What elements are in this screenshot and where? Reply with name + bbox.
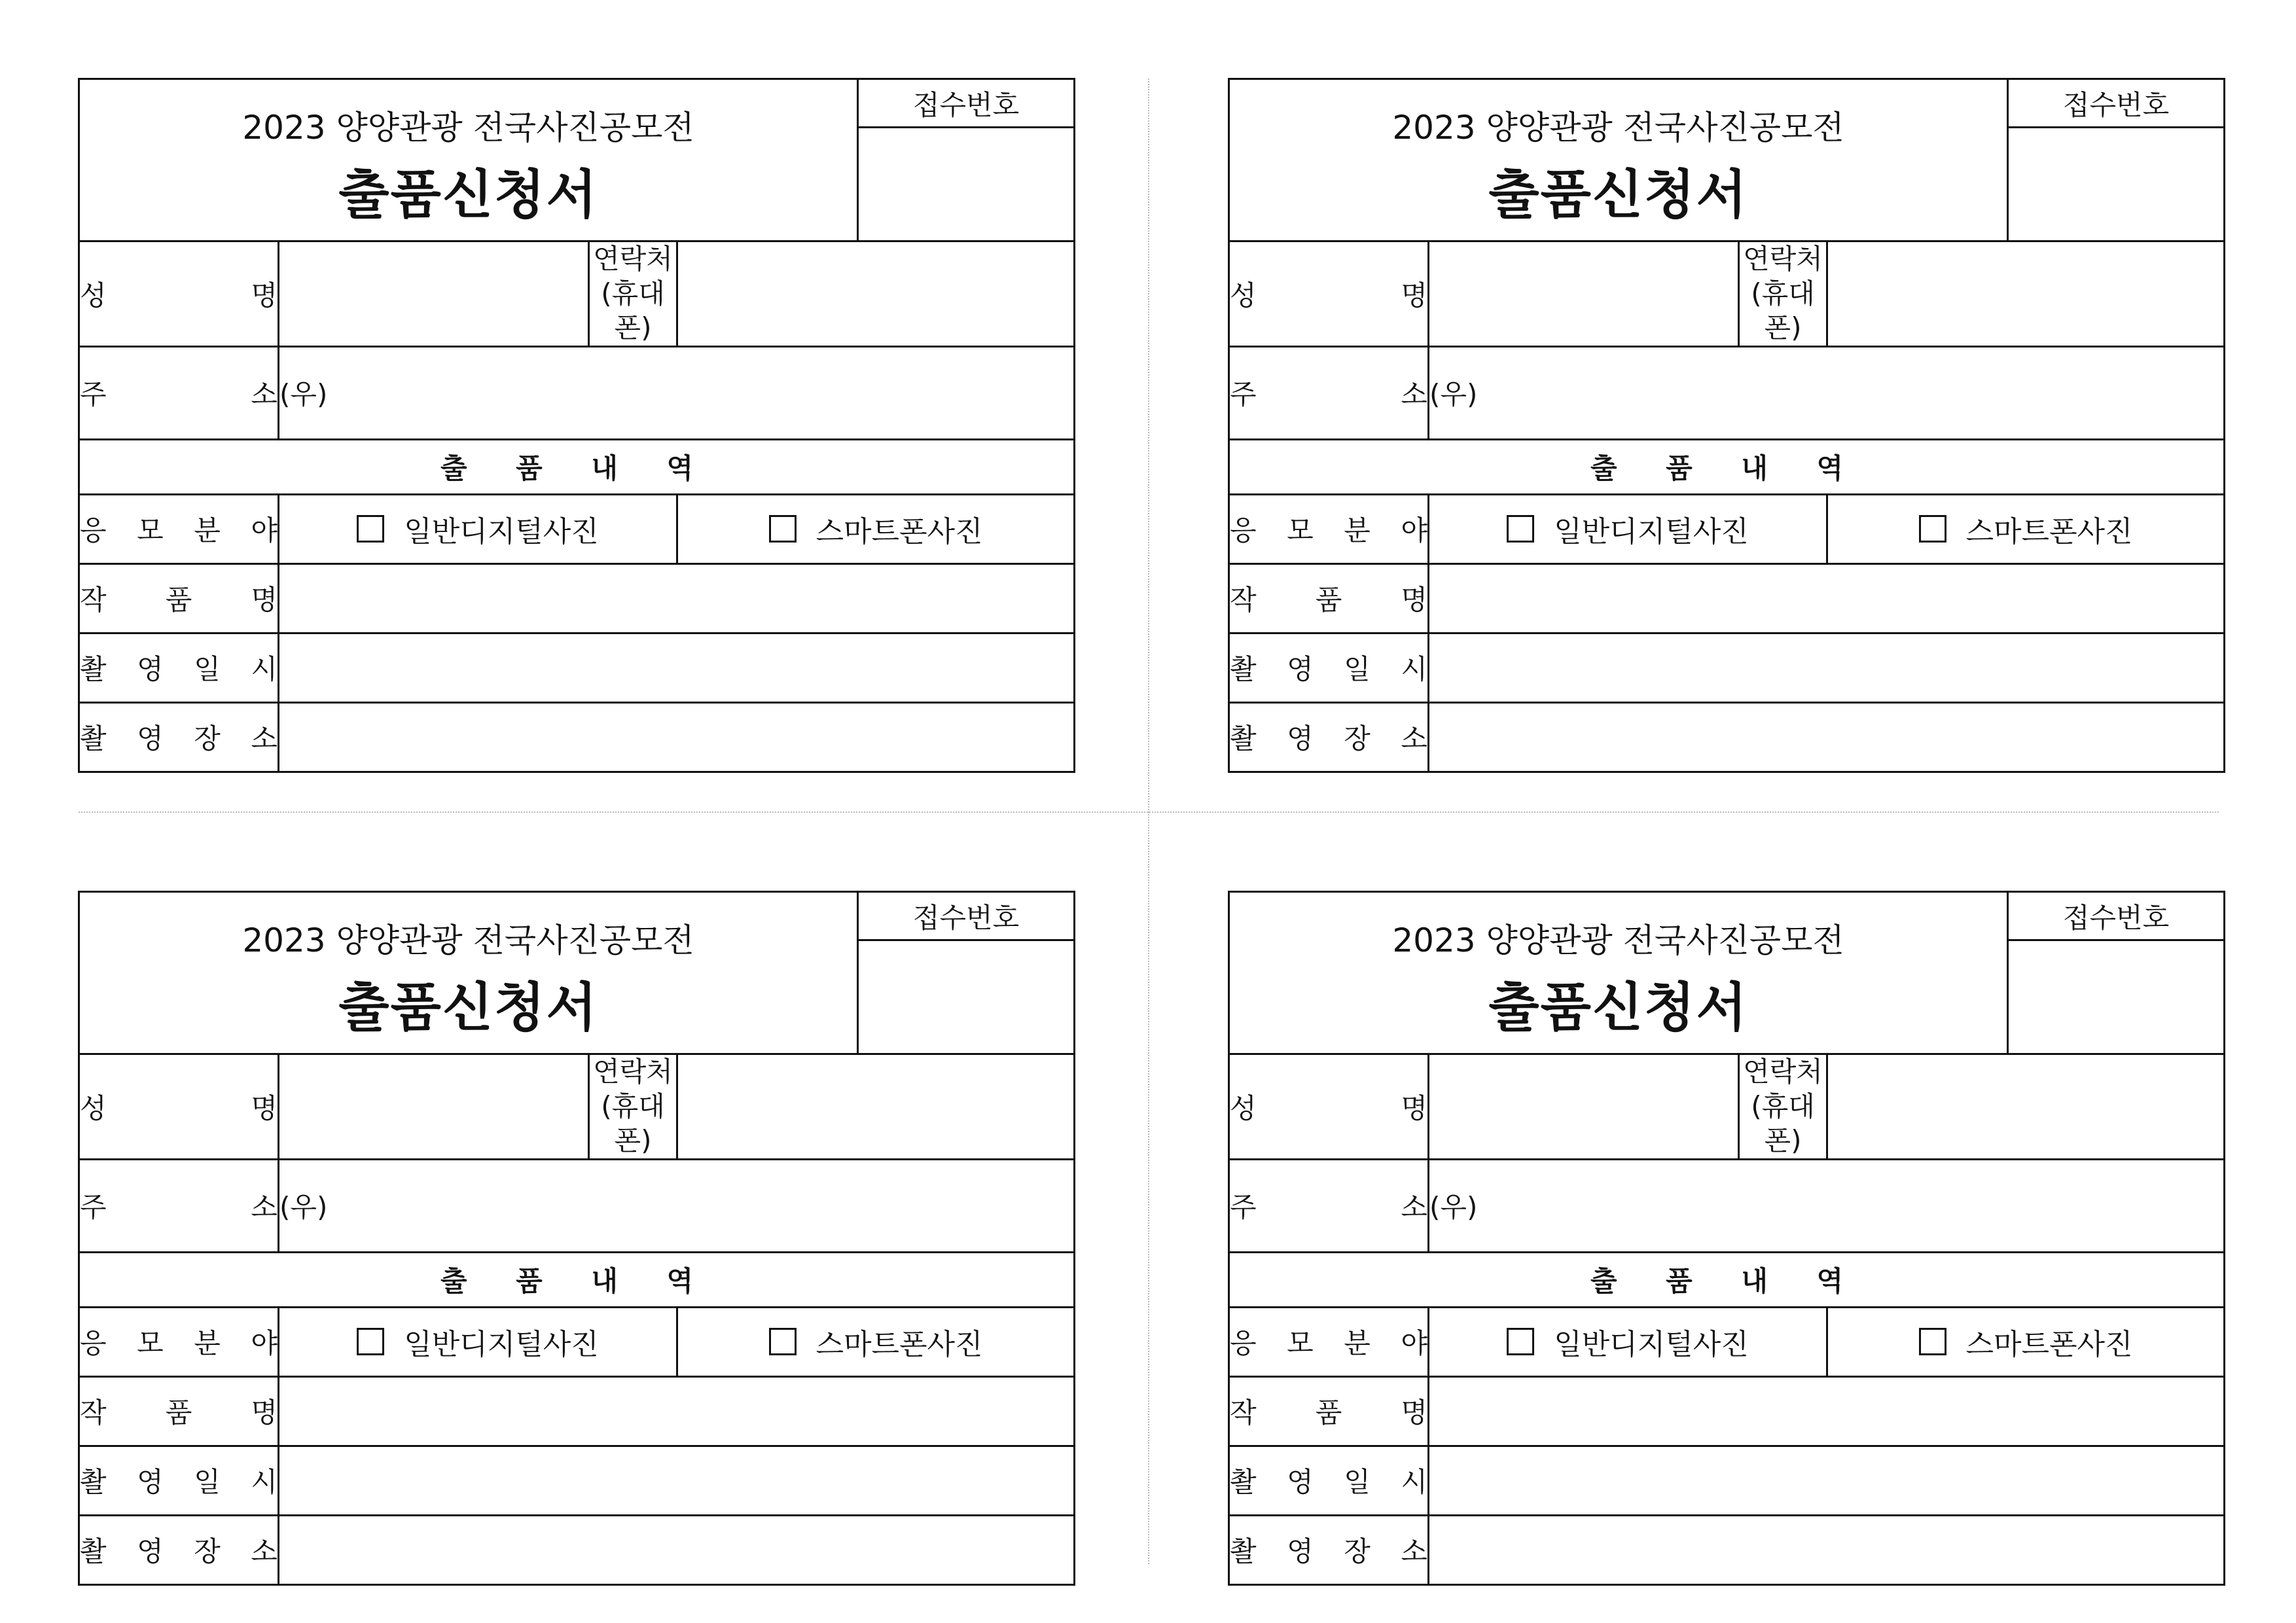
contest-title: 2023 양양관광 전국사진공모전 xyxy=(242,921,694,959)
phone-field[interactable] xyxy=(677,1054,1075,1160)
name-label: 성 명 xyxy=(1229,1054,1429,1160)
category-label: 응 모 분 야 xyxy=(79,494,279,563)
address-field[interactable] xyxy=(279,1159,1075,1252)
category-label: 응 모 분 야 xyxy=(79,1307,279,1376)
horizontal-cut-guide xyxy=(79,812,2219,813)
name-field[interactable] xyxy=(1429,1054,1739,1160)
work-title-label: 작 품 명 xyxy=(79,563,279,633)
contest-title: 2023 양양관광 전국사진공모전 xyxy=(1392,109,1844,147)
shoot-date-label: 촬 영 일 시 xyxy=(1229,1446,1429,1515)
address-label: 주 소 xyxy=(1229,1159,1429,1252)
checkbox-icon[interactable] xyxy=(769,515,797,543)
work-title-label: 작 품 명 xyxy=(1229,563,1429,633)
checkbox-icon[interactable] xyxy=(1919,1328,1946,1355)
shoot-place-field[interactable] xyxy=(1429,1515,2225,1584)
work-title-field[interactable] xyxy=(279,1376,1075,1446)
receipt-number-field[interactable] xyxy=(858,940,1075,1054)
shoot-date-field[interactable] xyxy=(279,633,1075,702)
phone-field[interactable] xyxy=(677,241,1075,347)
phone-label: 연락처 (휴대폰) xyxy=(589,241,677,347)
shoot-place-field[interactable] xyxy=(1429,702,2225,772)
postal-prefix: (우) xyxy=(279,378,328,410)
name-label: 성 명 xyxy=(1229,241,1429,347)
form-title xyxy=(79,79,858,241)
form-heading: 출품신청서 xyxy=(1488,977,1748,1038)
address-label: 주 소 xyxy=(1229,346,1429,439)
phone-label: 연락처 (휴대폰) xyxy=(1739,241,1827,347)
name-field[interactable] xyxy=(279,241,589,347)
shoot-place-label: 촬 영 장 소 xyxy=(79,702,279,772)
category-label: 응 모 분 야 xyxy=(1229,494,1429,563)
name-label: 성 명 xyxy=(79,241,279,347)
vertical-cut-guide xyxy=(1148,79,1149,1564)
application-form xyxy=(78,891,1073,1567)
option-smartphone-photo[interactable]: 스마트폰사진 xyxy=(1827,1307,2225,1376)
option-digital-photo[interactable]: 일반디지털사진 xyxy=(1429,494,1827,563)
checkbox-icon[interactable] xyxy=(357,515,384,543)
option-smartphone-photo[interactable]: 스마트폰사진 xyxy=(1827,494,2225,563)
entry-details-header: 출 품 내 역 xyxy=(1229,1252,2225,1307)
receipt-number-field[interactable] xyxy=(2008,940,2225,1054)
receipt-number-label: 접수번호 xyxy=(858,79,1075,128)
work-title-field[interactable] xyxy=(1429,1376,2225,1446)
option-smartphone-photo[interactable]: 스마트폰사진 xyxy=(677,494,1075,563)
shoot-date-field[interactable] xyxy=(1429,633,2225,702)
receipt-number-label: 접수번호 xyxy=(858,892,1075,940)
work-title-field[interactable] xyxy=(279,563,1075,633)
entry-details-header: 출 품 내 역 xyxy=(79,1252,1075,1307)
checkbox-icon[interactable] xyxy=(769,1328,797,1355)
form-title xyxy=(1229,79,2008,241)
option-digital-photo[interactable]: 일반디지털사진 xyxy=(1429,1307,1827,1376)
shoot-date-field[interactable] xyxy=(279,1446,1075,1515)
receipt-number-field[interactable] xyxy=(2008,128,2225,241)
option-digital-photo[interactable]: 일반디지털사진 xyxy=(279,1307,677,1376)
option-digital-photo[interactable]: 일반디지털사진 xyxy=(279,494,677,563)
shoot-place-label: 촬 영 장 소 xyxy=(79,1515,279,1584)
checkbox-icon[interactable] xyxy=(1919,515,1946,543)
shoot-place-label: 촬 영 장 소 xyxy=(1229,702,1429,772)
name-field[interactable] xyxy=(1429,241,1739,347)
phone-field[interactable] xyxy=(1827,241,2225,347)
name-label: 성 명 xyxy=(79,1054,279,1160)
postal-prefix: (우) xyxy=(279,1191,328,1223)
shoot-date-label: 촬 영 일 시 xyxy=(79,1446,279,1515)
phone-label: 연락처 (휴대폰) xyxy=(1739,1054,1827,1160)
form-title xyxy=(79,892,858,1054)
shoot-place-label: 촬 영 장 소 xyxy=(1229,1515,1429,1584)
name-field[interactable] xyxy=(279,1054,589,1160)
address-field[interactable] xyxy=(279,346,1075,439)
shoot-place-field[interactable] xyxy=(279,702,1075,772)
option-smartphone-photo[interactable]: 스마트폰사진 xyxy=(677,1307,1075,1376)
contest-title: 2023 양양관광 전국사진공모전 xyxy=(1392,921,1844,959)
address-field[interactable] xyxy=(1429,346,2225,439)
phone-field[interactable] xyxy=(1827,1054,2225,1160)
address-label: 주 소 xyxy=(79,346,279,439)
postal-prefix: (우) xyxy=(1429,1191,1478,1223)
receipt-number-field[interactable] xyxy=(858,128,1075,241)
form-heading: 출품신청서 xyxy=(1488,164,1748,225)
address-field[interactable] xyxy=(1429,1159,2225,1252)
form-heading: 출품신청서 xyxy=(338,977,598,1038)
entry-details-header: 출 품 내 역 xyxy=(1229,439,2225,494)
application-form xyxy=(1228,891,2223,1567)
receipt-number-label: 접수번호 xyxy=(2008,892,2225,940)
phone-label: 연락처 (휴대폰) xyxy=(589,1054,677,1160)
shoot-date-label: 촬 영 일 시 xyxy=(1229,633,1429,702)
shoot-place-field[interactable] xyxy=(279,1515,1075,1584)
address-label: 주 소 xyxy=(79,1159,279,1252)
work-title-field[interactable] xyxy=(1429,563,2225,633)
form-heading: 출품신청서 xyxy=(338,164,598,225)
work-title-label: 작 품 명 xyxy=(1229,1376,1429,1446)
work-title-label: 작 품 명 xyxy=(79,1376,279,1446)
checkbox-icon[interactable] xyxy=(1507,515,1534,543)
postal-prefix: (우) xyxy=(1429,378,1478,410)
application-form xyxy=(1228,78,2223,755)
checkbox-icon[interactable] xyxy=(1507,1328,1534,1355)
application-form xyxy=(78,78,1073,755)
receipt-number-label: 접수번호 xyxy=(2008,79,2225,128)
form-title xyxy=(1229,892,2008,1054)
shoot-date-field[interactable] xyxy=(1429,1446,2225,1515)
entry-details-header: 출 품 내 역 xyxy=(79,439,1075,494)
category-label: 응 모 분 야 xyxy=(1229,1307,1429,1376)
checkbox-icon[interactable] xyxy=(357,1328,384,1355)
shoot-date-label: 촬 영 일 시 xyxy=(79,633,279,702)
contest-title: 2023 양양관광 전국사진공모전 xyxy=(242,109,694,147)
